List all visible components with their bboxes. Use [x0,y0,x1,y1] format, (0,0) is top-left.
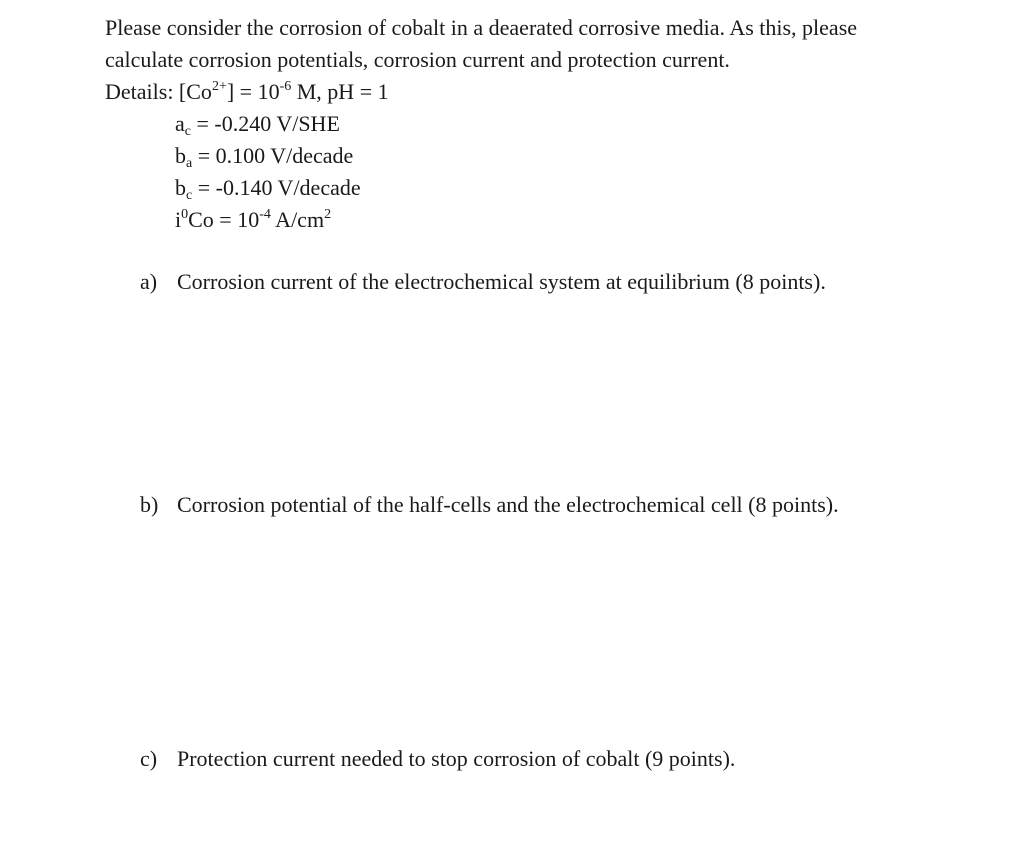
param-bc [175,172,361,204]
question-label: c) [140,746,158,771]
exchange-superscript: 0 [181,207,189,222]
param-symbol: b [175,143,186,168]
param-ac [175,108,361,140]
ion-charge: 2+ [211,79,227,94]
intro-line-2: calculate corrosion potentials, corrosion current and protection current. [105,47,730,72]
exchange-exponent: -4 [259,207,271,222]
param-symbol: b [175,175,186,200]
question-b [140,489,839,521]
param-subscript: c [186,188,193,203]
question-a [140,266,826,298]
exchange-symbol: i [175,207,182,232]
intro-line-1: Please consider the corrosion of cobalt in a deaerated corrosive media. As this, please [105,15,858,40]
question-text: Corrosion potential of the half-cells and the electrochemical cell (8 points). [177,492,839,517]
param-exchange-current [175,204,361,236]
param-symbol: a [175,111,185,136]
question-text: Protection current needed to stop corrosion of cobalt (9 points). [177,746,736,771]
exchange-unit: A/cm [270,207,325,232]
param-value: = 0.100 V/decade [192,143,354,168]
param-subscript: c [184,124,191,139]
exchange-unit-exponent: 2 [324,207,332,222]
param-ba [175,140,361,172]
question-label: b) [140,492,159,517]
concentration-exponent: -6 [279,79,292,94]
exchange-species: Co = 10 [188,207,260,232]
param-subscript: a [186,156,193,171]
ph-text: M, pH = 1 [291,79,389,104]
problem-intro [105,12,985,76]
question-c [140,743,735,775]
param-value: = -0.140 V/decade [192,175,361,200]
parameter-list [175,108,361,236]
param-value: = -0.240 V/SHE [190,111,340,136]
concentration-text: ] = 10 [226,79,280,104]
details-line [105,76,389,108]
question-label: a) [140,269,158,294]
details-prefix: Details: [Co [105,79,212,104]
question-text: Corrosion current of the electrochemical system at equilibrium (8 points). [177,269,826,294]
